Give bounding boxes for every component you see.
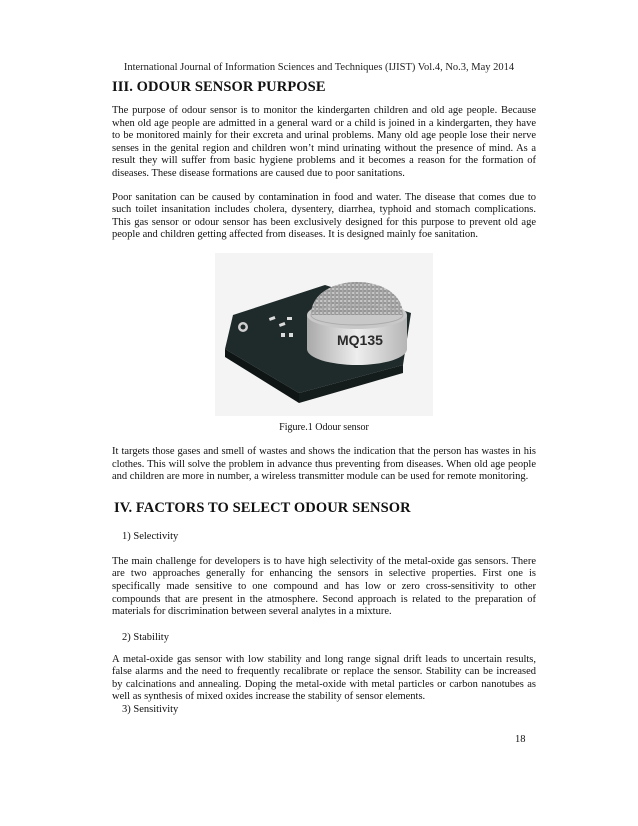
figure-caption: Figure.1 Odour sensor xyxy=(279,421,369,433)
sensor-label: MQ135 xyxy=(337,331,383,348)
page-number: 18 xyxy=(515,734,526,745)
section-3-paragraph-3: It targets those gases and smell of wastes and shows the indication that the person has wastes in his clothes. This will solve the problem in advance thus preventing from diseases. When old age people and children are more in number, a wireless transmitter module can be used for remote monitoring. xyxy=(112,445,536,483)
page-content xyxy=(112,76,536,715)
odour-sensor-figure xyxy=(215,253,433,416)
subheading-selectivity: 1) Selectivity xyxy=(122,530,179,542)
section-3-paragraph-1: The purpose of odour sensor is to monitor the kindergarten children and old age people. Because when old age people are admitted in a general ward or a child is joined in a kindergarten, they have to be monitored mainly for their excreta and urinal problems. Many old age people lose their nerve senses in the genital region and children won’t mind urinating without the presence of mind. As a result they will suffer from basic hygiene problems and it becomes a reason for the formation of diseases. These disease formations are caused due to poor sanitations. xyxy=(112,105,536,179)
section-3-heading: III. ODOUR SENSOR PURPOSE xyxy=(112,79,326,95)
section-4-heading: IV. FACTORS TO SELECT ODOUR SENSOR xyxy=(114,499,411,516)
section-4-paragraph-1: The main challenge for developers is to have high selectivity of the metal-oxide gas sensors. There are two approaches generally for enhancing the sensors in selective properties. First one is specifically made sensitive to one compound and has low or zero cross-sensitivity to other compounds that are present in the atmosphere. Second approach is related to the preparation of materials for discrimination between several analytes in a mixture. xyxy=(112,555,536,618)
section-3-paragraph-2: Poor sanitation can be caused by contamination in food and water. The disease that comes due to such toilet insanitation includes cholera, dysentery, diarrhea, typhoid and stomach complications. This gas sensor or odour sensor has been exclusively designed for this purpose to prevent old age people and children getting affected from diseases. It is designed mainly foe sanitation. xyxy=(112,191,536,241)
mq135-sensor-illustration xyxy=(215,253,433,416)
running-head: International Journal of Information Sciences and Techniques (IJIST) Vol.4, No.3, May 2014 xyxy=(123,62,515,73)
subheading-stability: 2) Stability xyxy=(122,631,169,643)
section-4-paragraph-2: A metal-oxide gas sensor with low stability and long range signal drift leads to uncertain results, false alarms and the need to frequently recalibrate or replace the sensor. Stability can be increased by calcinations and annealing. Doping the metal-oxide with metal particles or carbon nanotubes as well as synthesis of mixed oxides increase the stability of sensor elements. xyxy=(112,653,536,703)
subheading-sensitivity: 3) Sensitivity xyxy=(122,704,179,716)
